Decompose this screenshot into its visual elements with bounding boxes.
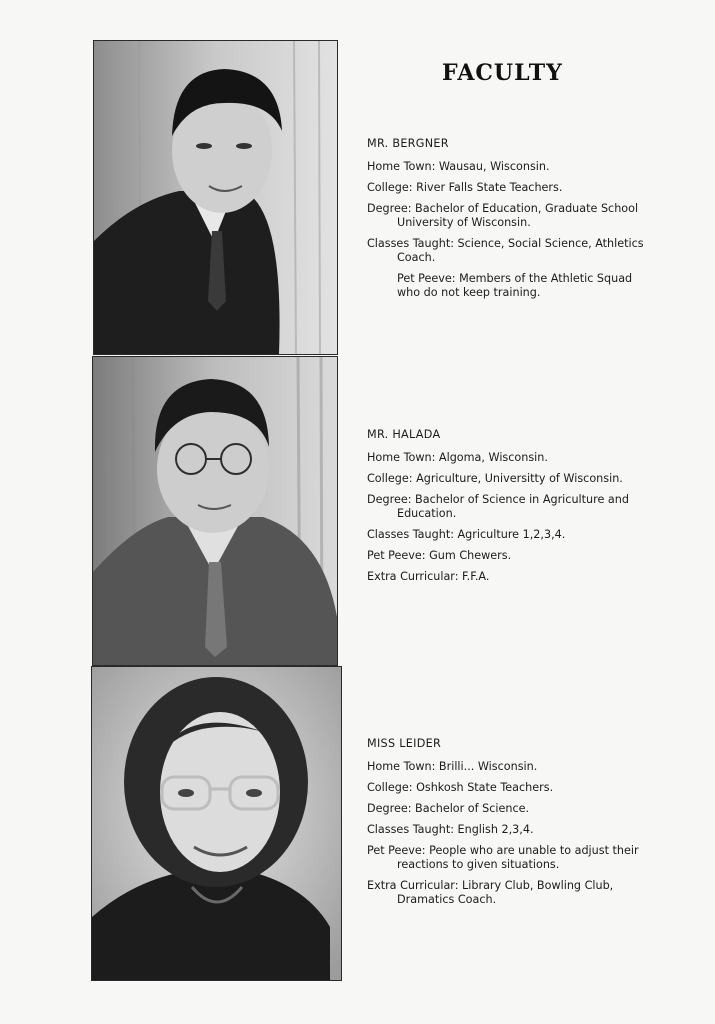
portrait-photo-halada [92, 356, 338, 666]
extra-line-1: Extra Curricular: Library Club, Bowling Club, [367, 879, 614, 892]
portrait-photo-leider [91, 666, 342, 981]
pet-peeve [367, 272, 665, 300]
peeve-line-2: who do not keep training. [397, 286, 541, 299]
pet-peeve: Pet Peeve: Gum Chewers. [367, 549, 512, 562]
extra-curricular: Extra Curricular: F.F.A. [367, 570, 490, 583]
pet-peeve [367, 844, 665, 872]
peeve-line-1: Pet Peeve: People who are unable to adjust their [367, 844, 639, 857]
degree: Degree: Bachelor of Science. [367, 802, 530, 815]
college: College: River Falls State Teachers. [367, 181, 563, 194]
faculty-name: MR. BERGNER [367, 137, 449, 150]
college: College: Agriculture, Universitty of Wisconsin. [367, 472, 623, 485]
classes-taught: Classes Taught: Agriculture 1,2,3,4. [367, 528, 566, 541]
degree-line-2: University of Wisconsin. [397, 216, 531, 229]
home-town: Home Town: Algoma, Wisconsin. [367, 451, 548, 464]
page-title: FACULTY [442, 60, 563, 86]
peeve-line-2: reactions to given situations. [397, 858, 560, 871]
classes-line-2: Coach. [397, 251, 436, 264]
faculty-name: MISS LEIDER [367, 737, 442, 750]
degree-line-1: Degree: Bachelor of Science in Agriculture and [367, 493, 629, 506]
faculty-name: MR. HALADA [367, 428, 441, 441]
degree [367, 493, 665, 521]
home-town: Home Town: Wausau, Wisconsin. [367, 160, 550, 173]
home-town: Home Town: Brilli... Wisconsin. [367, 760, 538, 773]
classes-taught: Classes Taught: English 2,3,4. [367, 823, 534, 836]
extra-line-2: Dramatics Coach. [397, 893, 497, 906]
peeve-line-1: Pet Peeve: Members of the Athletic Squad [397, 272, 633, 285]
faculty-bio-halada [367, 428, 665, 591]
degree-line-2: Education. [397, 507, 457, 520]
faculty-bio-leider [367, 737, 665, 914]
degree-line-1: Degree: Bachelor of Education, Graduate School [367, 202, 639, 215]
portrait-photo-bergner [93, 40, 338, 355]
degree [367, 202, 665, 230]
extra-curricular [367, 879, 665, 907]
classes-taught [367, 237, 665, 265]
classes-line-1: Classes Taught: Science, Social Science, Athletics [367, 237, 644, 250]
faculty-bio-bergner [367, 137, 665, 307]
college: College: Oshkosh State Teachers. [367, 781, 554, 794]
